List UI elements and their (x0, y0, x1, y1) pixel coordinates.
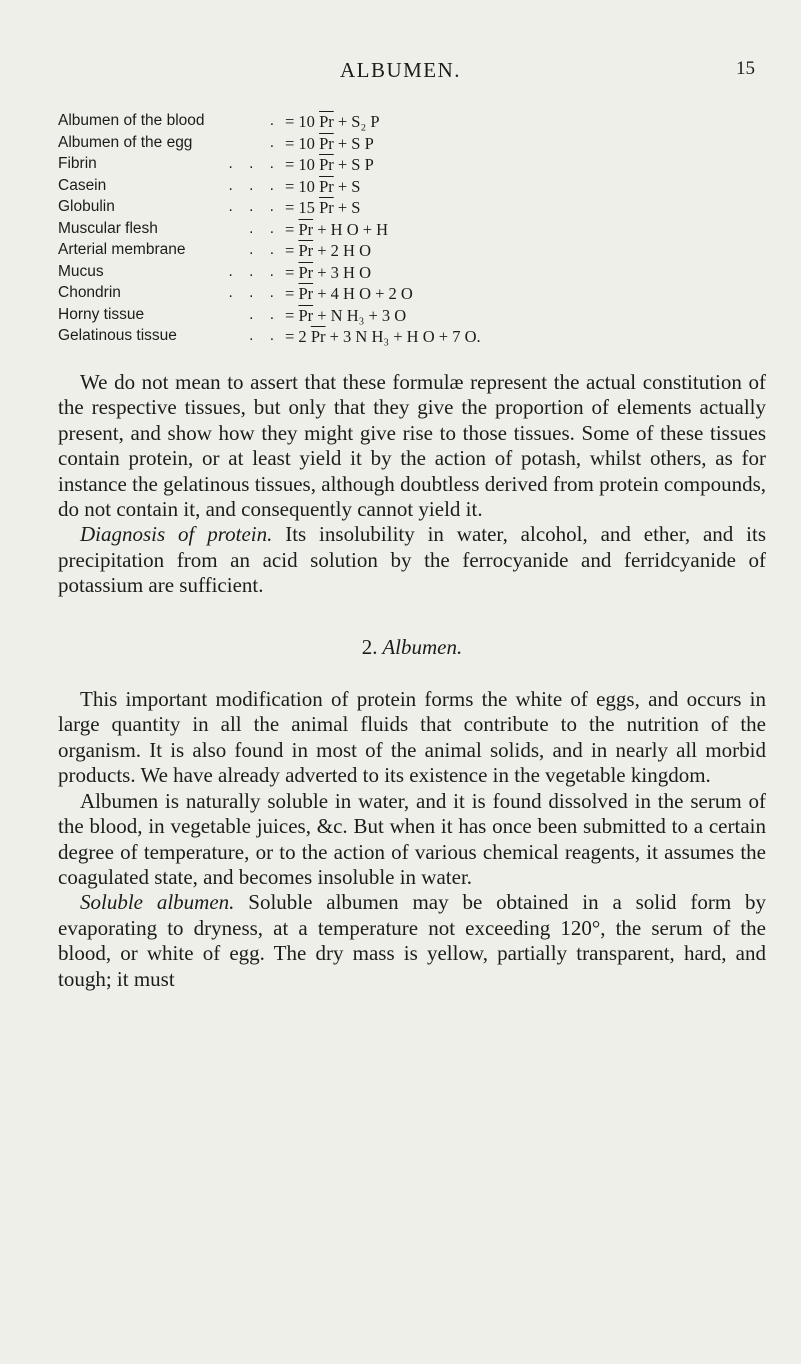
leader-dots: . . . (228, 262, 280, 280)
formula-row (58, 306, 758, 328)
leader-dots: . . (249, 327, 280, 344)
protein-symbol: $\overline{Pr}$ (310, 327, 326, 346)
paragraph-soluble-albumen (58, 890, 766, 992)
formula-table (58, 112, 758, 349)
chemical-formula (285, 327, 481, 347)
protein-symbol: $\overline{Pr}$ (319, 198, 334, 217)
protein-symbol: $\overline{Pr}$ (298, 284, 314, 303)
tissue-name: Albumen of the egg (58, 133, 193, 151)
chemical-formula (285, 306, 406, 326)
leader-dots: . . . (228, 284, 280, 301)
formula-suffix: + S (333, 176, 361, 196)
protein-symbol: $\overline{Pr}$ (319, 155, 334, 174)
formula-row (58, 134, 758, 156)
formula-suffix: + 3 N H₃ + H O + 7 O. (325, 327, 481, 346)
tissue-name: Gelatinous tissue (58, 327, 177, 344)
formula-suffix: + N H₃ + 3 O (313, 305, 407, 325)
page-number: 15 (736, 58, 755, 79)
leader-dots: . . (249, 305, 280, 323)
tissue-name: Muscular flesh (58, 219, 158, 237)
chemical-formula (285, 134, 374, 154)
chemical-formula (285, 177, 360, 197)
formula-row (58, 327, 758, 349)
chemical-formula (285, 241, 371, 261)
tissue-name: Arterial membrane (58, 241, 186, 258)
section-heading (58, 635, 766, 660)
formula-prefix: = 2 (285, 327, 311, 346)
formula-prefix: = 15 (285, 198, 320, 217)
paragraph-albumen-solubility: Albumen is naturally soluble in water, and it is found dissolved in the serum of the blood, in vegetable juices, &c. But when it has once been submitted to a certain degree of temperature, or to the action of various chemical reagents, it assumes the coagulated state, and becomes insoluble in water. (58, 788, 766, 889)
chemical-formula (285, 263, 371, 283)
page-title: ALBUMEN. (339, 58, 462, 82)
protein-symbol: $\overline{Pr}$ (298, 219, 314, 239)
chemical-formula (285, 112, 380, 132)
tissue-name: Casein (58, 176, 107, 194)
leader-dots: . . (249, 219, 280, 237)
protein-symbol: $\overline{Pr}$ (298, 241, 314, 260)
formula-row (58, 177, 758, 199)
chemical-formula (285, 220, 388, 240)
protein-symbol: $\overline{Pr}$ (319, 176, 334, 196)
diagnosis-term: Diagnosis of protein. (80, 522, 273, 547)
formula-suffix: + S (333, 198, 361, 217)
formula-row (58, 284, 758, 306)
formula-row (58, 198, 758, 220)
formula-row (58, 112, 758, 134)
protein-symbol: $\overline{Pr}$ (298, 262, 314, 282)
formula-prefix: = (285, 284, 299, 303)
formula-prefix: = 10 (285, 133, 320, 153)
leader-dots: . . . (228, 176, 280, 194)
protein-symbol: $\overline{Pr}$ (319, 112, 334, 131)
paragraph-albumen-intro: This important modification of protein forms the white of eggs, and occurs in large quantity in all the animal fluids that contribute to the nutrition of the organism. It is also found in most of the animal solids, and in nearly all morbid products. We have already adverted to its existence in the vegetable kingdom. (58, 687, 766, 788)
formula-suffix: + 4 H O + 2 O (313, 284, 413, 303)
formula-prefix: = (285, 305, 299, 325)
diagnosis-text: Its insolubility in water, alcohol, and ether, and its precipitation from an acid solution by the ferrocyanide and ferridcyanide of potassium are sufficient. (58, 522, 766, 598)
soluble-albumen-term: Soluble albumen. (80, 890, 235, 915)
formula-suffix: + 2 H O (313, 241, 371, 260)
chemical-formula (285, 284, 413, 304)
leader-dots: . (269, 112, 280, 129)
leader-dots: . . . (228, 198, 280, 215)
tissue-name: Fibrin (58, 155, 97, 172)
formula-suffix: + S P (333, 133, 374, 153)
protein-symbol: $\overline{Pr}$ (298, 305, 314, 325)
formula-prefix: = 10 (285, 155, 320, 174)
formula-row (58, 263, 758, 285)
section-number: 2. (361, 634, 378, 659)
formula-prefix: = (285, 262, 299, 282)
soluble-albumen-text: Soluble albumen may be obtained in a solid form by evaporating to dryness, at a temperature not exceeding 120°, the serum of the blood, or white of egg. The dry mass is yellow, partially transparent, hard, and tough; it must (58, 890, 766, 991)
body-text (58, 370, 766, 992)
formula-prefix: = 10 (285, 176, 320, 196)
leader-dots: . . (249, 241, 280, 258)
formula-prefix: = 10 (285, 112, 320, 131)
leader-dots: . . . (228, 155, 280, 172)
running-header (0, 58, 801, 88)
chemical-formula (285, 155, 374, 175)
section-title: Albumen. (377, 634, 463, 659)
chemical-formula (285, 198, 360, 218)
formula-row (58, 241, 758, 263)
formula-row (58, 220, 758, 242)
tissue-name: Albumen of the blood (58, 112, 205, 129)
formula-suffix: + 3 H O (313, 262, 371, 282)
formula-suffix: + S P (333, 155, 374, 174)
tissue-name: Chondrin (58, 284, 121, 301)
formula-suffix: + S₂ P (333, 112, 380, 131)
paragraph-formulae-note: We do not mean to assert that these formulæ represent the actual constitution of the respective tissues, but only that they give the proportion of elements actually present, and show how they might give rise to those tissues. Some of these tissues contain protein, or at least yield it by the action of potash, whilst others, as for instance the gelatinous tissues, although doubtless derived from protein compounds, do not contain it, and consequently cannot yield it. (58, 370, 766, 522)
formula-prefix: = (285, 241, 299, 260)
protein-symbol: $\overline{Pr}$ (319, 133, 334, 153)
formula-suffix: + H O + H (313, 219, 389, 239)
formula-prefix: = (285, 219, 299, 239)
paragraph-diagnosis (58, 522, 766, 598)
tissue-name: Mucus (58, 262, 104, 280)
tissue-name: Globulin (58, 198, 115, 215)
leader-dots: . (269, 133, 280, 151)
tissue-name: Horny tissue (58, 305, 145, 323)
formula-row (58, 155, 758, 177)
